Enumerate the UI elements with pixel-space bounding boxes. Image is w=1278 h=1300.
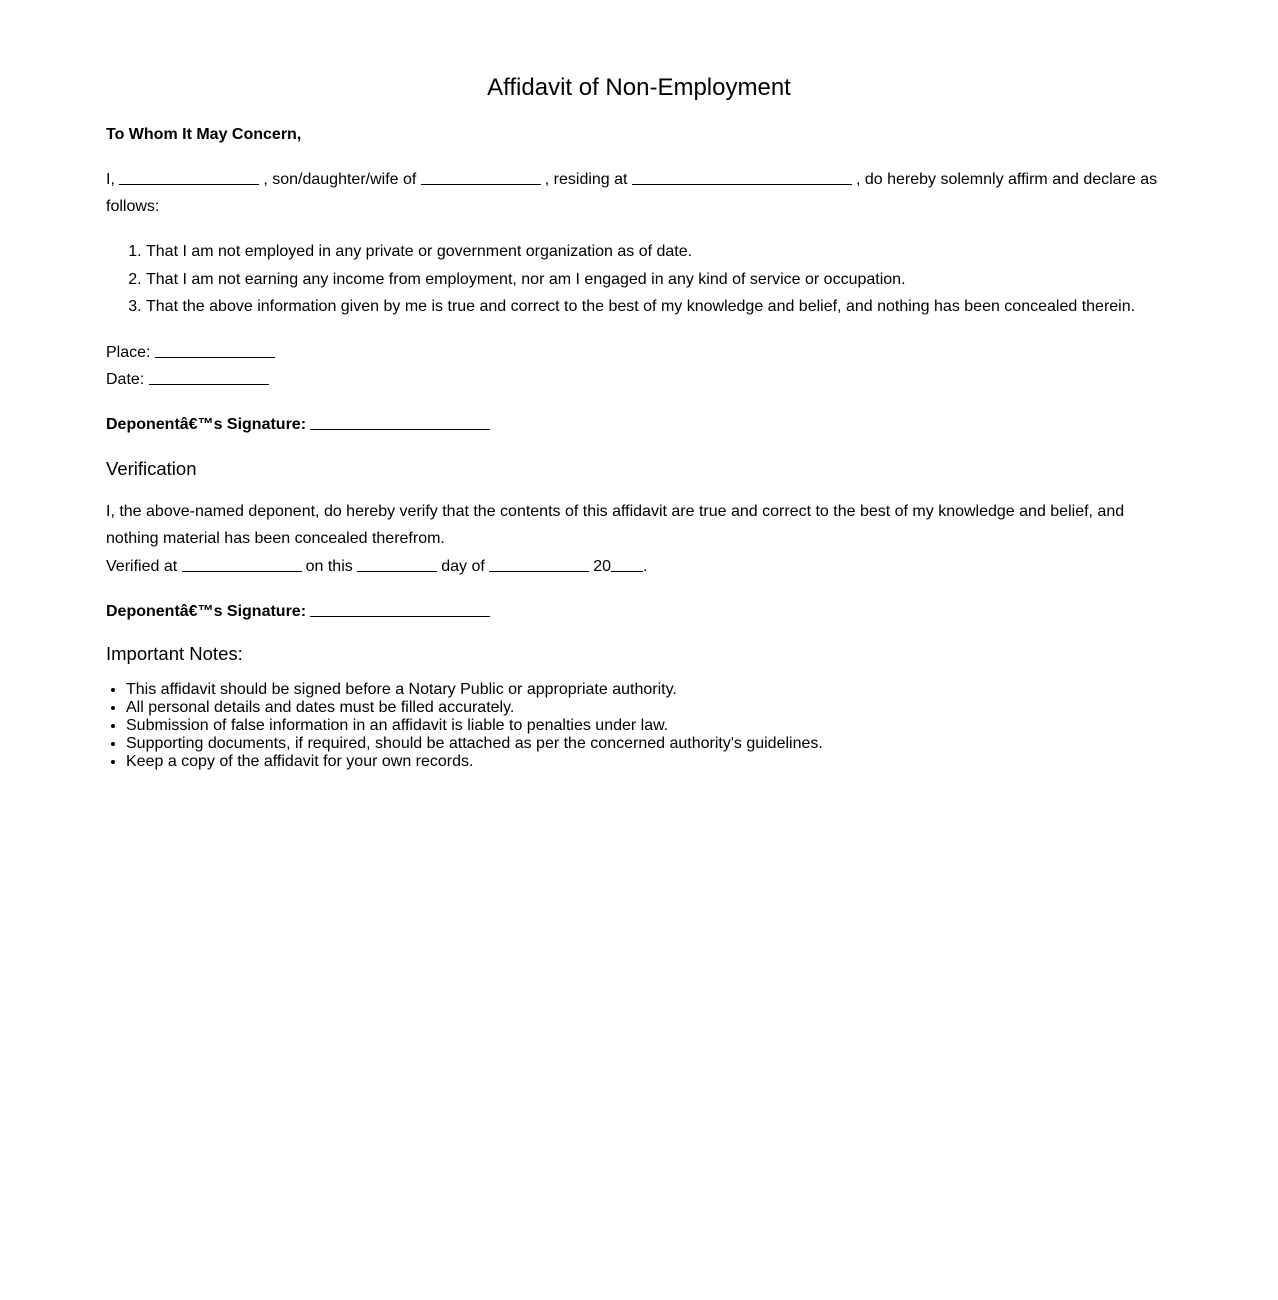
intro-text-2: , son/daughter/wife of [263, 171, 417, 188]
name-blank [119, 183, 259, 185]
declaration-item: 3. That the above information given by me is true and correct to the best of my knowledge and belief, and nothing has been concealed therein. [146, 293, 1172, 321]
verified-place-blank [182, 570, 302, 572]
intro-text-3: , residing at [544, 171, 628, 188]
verification-text: I, the above-named deponent, do hereby verify that the contents of this affidavit are true and correct to the best of my knowledge and belief, and nothing material has been concealed therefrom. [106, 502, 1125, 547]
verification-paragraph [106, 498, 1172, 581]
note-item: • Keep a copy of the affidavit for your own records. [126, 753, 1172, 771]
note-item: • All personal details and dates must be filled accurately. [126, 699, 1172, 717]
important-notes-list [106, 681, 1172, 771]
place-label: Place: [106, 343, 151, 361]
date-blank [149, 383, 269, 385]
place-blank [155, 356, 275, 358]
verified-at-label: Verified at [106, 557, 178, 575]
note-item: • Supporting documents, if required, should be attached as per the concerned authority's guidelines. [126, 735, 1172, 753]
document-title: Affidavit of Non-Employment [487, 74, 791, 101]
verified-year-blank [611, 570, 643, 572]
relation-name-blank [421, 183, 541, 185]
place-date-block [106, 339, 1172, 393]
note-item: • Submission of false information in an affidavit is liable to penalties under law. [126, 717, 1172, 735]
verification-period: . [643, 557, 648, 575]
declaration-item: 2. That I am not earning any income from employment, nor am I engaged in any kind of service or occupation. [146, 266, 1172, 294]
declarations-list [106, 238, 1172, 321]
salutation: To Whom It May Concern, [106, 126, 302, 143]
intro-text-1: I, [106, 171, 115, 188]
verified-month-blank [489, 570, 589, 572]
signature-blank-2 [310, 615, 490, 617]
address-blank [632, 183, 852, 185]
signature-blank [310, 428, 490, 430]
important-notes-heading: Important Notes: [106, 643, 243, 664]
deponent-signature-line [106, 411, 1172, 438]
place-line [106, 339, 1172, 366]
signature-label: Deponentâ€™s Signature: [106, 415, 307, 433]
year-prefix: 20 [593, 557, 612, 575]
date-label: Date: [106, 370, 145, 388]
verified-day-blank [357, 570, 437, 572]
day-of-label: day of [441, 557, 485, 575]
date-line [106, 366, 1172, 393]
signature-label-2: Deponentâ€™s Signature: [106, 603, 307, 620]
declaration-item: 1. That I am not employed in any private or government organization as of date. [146, 238, 1172, 266]
intro-paragraph [106, 166, 1172, 220]
intro-text-4: , do hereby solemnly affirm and declare as follows: [106, 171, 1158, 215]
note-item: • This affidavit should be signed before a Notary Public or appropriate authority. [126, 681, 1172, 699]
verification-heading: Verification [106, 457, 197, 479]
deponent-signature-line-2 [106, 598, 1172, 625]
on-this-label: on this [305, 557, 353, 575]
